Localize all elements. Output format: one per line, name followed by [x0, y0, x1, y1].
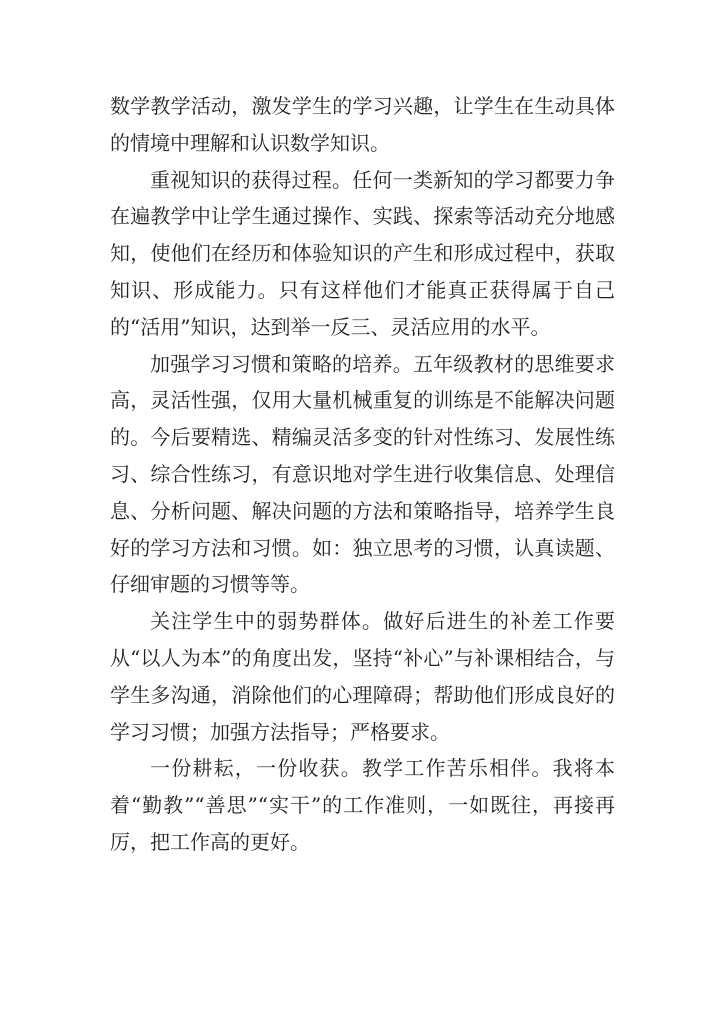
- paragraph-study-habits: 加强学习习惯和策略的培养。五年级教材的思维要求高，灵活性强，仅用大量机械重复的训练是不能解决问题的。今后要精选、精编灵活多变的针对性练习、发展性练习、综合性练习，有意识地对学生进行收集信息、处理信息、分析问题、解决问题的方法和策略指导，培养学生良好的学习方法和习惯。如：独立思考的习惯，认真读题、仔细审题的习惯等等。: [110, 351, 615, 597]
- paragraph-knowledge-process: 重视知识的获得过程。任何一类新知的学习都要力争在遍教学中让学生通过操作、实践、探索等活动充分地感知，使他们在经历和体验知识的产生和形成过程中，获取知识、形成能力。只有这样他们才能真正获得属于自己的“活用”知识，达到举一反三、灵活应用的水平。: [110, 167, 615, 339]
- paragraph-weak-students: 关注学生中的弱势群体。做好后进生的补差工作要从“以人为本”的角度出发，坚持“补心”与补课相结合，与学生多沟通，消除他们的心理障碍；帮助他们形成良好的学习习惯；加强方法指导；严格要求。: [110, 609, 615, 744]
- paragraph-continued: 数学教学活动，激发学生的学习兴趣，让学生在生动具体的情境中理解和认识数学知识。: [110, 94, 615, 155]
- document-body: [110, 88, 615, 861]
- paragraph-conclusion: 一份耕耘，一份收获。教学工作苦乐相伴。我将本着“勤教”“善思”“实干”的工作准则，一如既往，再接再厉，把工作高的更好。: [110, 756, 615, 854]
